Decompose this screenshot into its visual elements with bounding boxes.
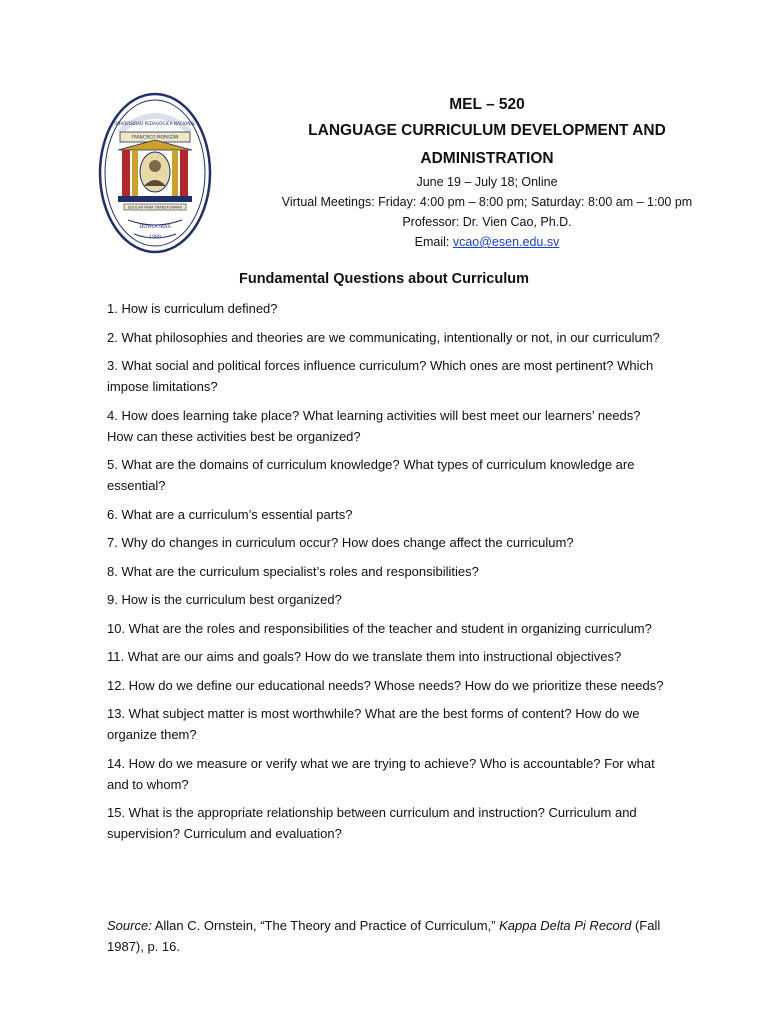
list-item: 11. What are our aims and goals? How do we translate them into instructional objectives? (107, 649, 622, 664)
question-list (107, 298, 667, 852)
source-label: Source: (107, 918, 152, 933)
university-seal-logo (98, 92, 212, 254)
source-citation (107, 915, 667, 957)
course-title-line2: ADMINISTRATION (420, 150, 554, 167)
logo-year: 1989 (149, 235, 161, 240)
list-item: 1. How is curriculum defined? (107, 301, 278, 316)
logo-banner-text: FRANCISCO MORAZÁN (131, 134, 179, 140)
list-item: 4. How does learning take place? What learning activities will best meet our learners’ needs? How can these activities best be organized? (107, 407, 641, 444)
list-item: 8. What are the curriculum specialist’s roles and responsibilities? (107, 563, 479, 579)
list-item: 15. What is the appropriate relationship between curriculum and instruction? Curriculum and supervision? Curriculum and evaluation? (107, 805, 637, 841)
course-code: MEL – 520 (449, 96, 525, 113)
list-item: 7. Why do changes in curriculum occur? How does change affect the curriculum? (107, 535, 574, 550)
list-item: 3. What social and political forces influence curriculum? Which ones are most pertinent? Which impose limitations? (107, 358, 654, 394)
meeting-times: Virtual Meetings: Friday: 4:00 pm – 8:00 pm; Saturday: 8:00 am – 1:00 pm (281, 195, 693, 209)
list-item: 6. What are a curriculum’s essential parts? (107, 506, 353, 522)
course-dates: June 19 – July 18; Online (416, 175, 558, 189)
logo-country: HONDURAS (139, 224, 171, 230)
list-item: 14. How do we measure or verify what we are trying to achieve? Who is accountable? For what and to whom? (107, 755, 655, 792)
list-item: 13. What subject matter is most worthwhile? What are the best forms of content? How do we organize them? (107, 706, 640, 742)
list-item: 9. How is the curriculum best organized? (107, 592, 342, 607)
source-text-after: (Fall 1987), p. 16. (107, 918, 661, 954)
logo-ring-text: UNIVERSIDAD PEDAGÓGICA NACIONAL (114, 121, 196, 126)
source-journal: Kappa Delta Pi Record (499, 918, 632, 933)
email-link[interactable]: vcao@esen.edu.sv (452, 235, 560, 249)
list-item: 12. How do we define our educational needs? Whose needs? How do we prioritize these needs? (107, 677, 664, 693)
list-item: 5. What are the domains of curriculum knowledge? What types of curriculum knowledge are essential? (107, 457, 635, 493)
logo-motto: EDUCAR PARA TRANSFORMAR (127, 205, 183, 210)
email-label: Email: (414, 235, 453, 249)
email-line (242, 232, 732, 252)
section-title: Fundamental Questions about Curriculum (238, 271, 530, 287)
course-title-line1: LANGUAGE CURRICULUM DEVELOPMENT AND (308, 122, 666, 139)
list-item: 10. What are the roles and responsibilities of the teacher and student in organizing curriculum? (107, 620, 652, 636)
course-header (242, 92, 732, 252)
list-item: 2. What philosophies and theories are we communicating, intentionally or not, in our curriculum? (107, 329, 660, 345)
professor-name: Professor: Dr. Vien Cao, Ph.D. (402, 215, 572, 229)
source-text-before: Allan C. Ornstein, “The Theory and Practice of Curriculum,” (151, 918, 500, 933)
